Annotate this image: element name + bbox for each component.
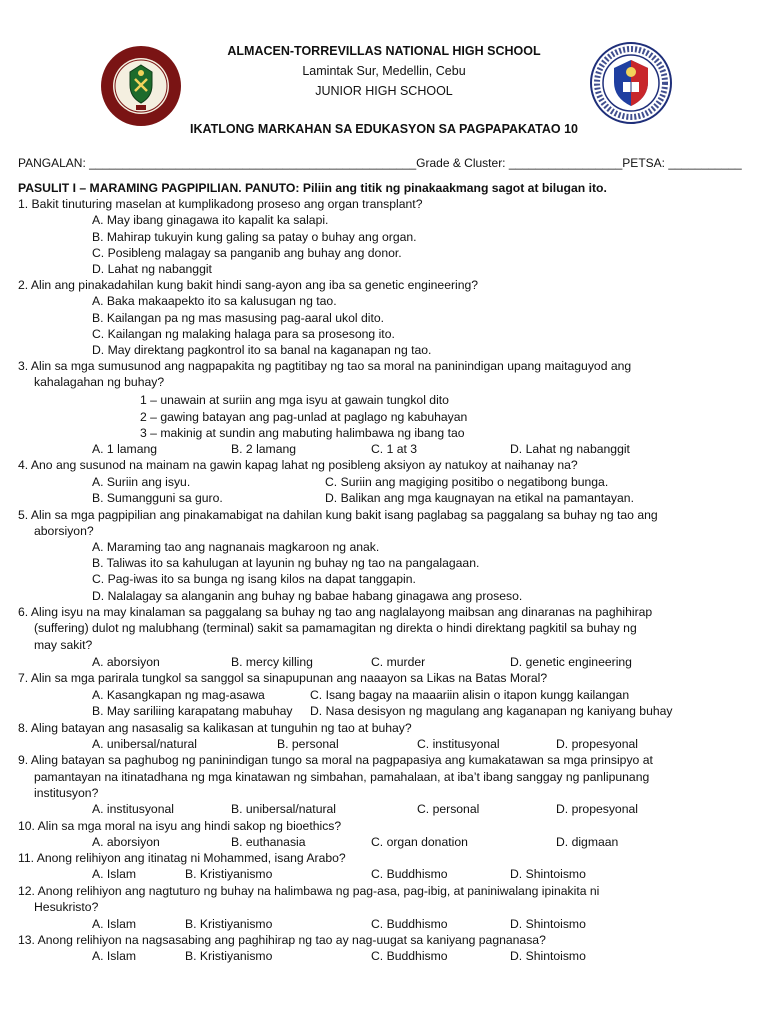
question-7: 7. Alin sa mga parirala tungkol sa sanggol sa sinapupunan ang naaayon sa Likas na Batas Moral?: [18, 671, 548, 685]
q7-option-c: C. Isang bagay na maaariin alisin o itapon kungg kailangan: [310, 688, 630, 702]
question-9-cont-2: institusyon?: [34, 786, 99, 800]
q6-option-d: D. genetic engineering: [510, 655, 632, 669]
q8-option-d: D. propesyonal: [556, 737, 638, 751]
student-info-line: PANGALAN: _________________________________________________Grade & Cluster: _________________PETSA: ___________: [18, 156, 742, 170]
q2-option-a: A. Baka makaapekto ito sa kalusugan ng tao.: [92, 294, 337, 308]
q11-option-b: B. Kristiyanismo: [185, 867, 273, 881]
q3-option-b: B. 2 lamang: [231, 442, 297, 456]
q13-option-a: A. Islam: [92, 949, 137, 963]
question-5-cont: aborsiyon?: [34, 524, 94, 538]
q11-option-d: D. Shintoismo: [510, 867, 586, 881]
q7-option-a: A. Kasangkapan ng mag-asawa: [92, 688, 265, 702]
q8-option-a: A. unibersal/natural: [92, 737, 198, 751]
school-address: Lamintak Sur, Medellin, Cebu: [302, 64, 466, 78]
q13-option-c: C. Buddhismo: [371, 949, 448, 963]
q8-option-b: B. personal: [277, 737, 339, 751]
q6-option-c: C. murder: [371, 655, 426, 669]
q12-option-b: B. Kristiyanismo: [185, 917, 273, 931]
question-10: 10. Alin sa mga moral na isyu ang hindi sakop ng bioethics?: [18, 819, 342, 833]
q2-option-c: C. Kailangan ng malaking halaga para sa prosesong ito.: [92, 327, 395, 341]
question-6-cont-1: (suffering) dulot ng malubhang (terminal) sakit sa pamamagitan ng direkta o hindi direktang pagkitil sa buhay ng: [34, 621, 637, 635]
q9-option-a: A. institusyonal: [92, 802, 174, 816]
q10-option-a: A. aborsiyon: [92, 835, 160, 849]
q4-option-b: B. Sumangguni sa guro.: [92, 491, 223, 505]
q4-option-d: D. Balikan ang mga kaugnayan na etikal na pamantayan.: [325, 491, 634, 505]
question-2: 2. Alin ang pinakadahilan kung bakit hindi sang-ayon ang iba sa genetic engineering?: [18, 278, 479, 292]
q2-option-d: D. May direktang pagkontrol ito sa banal na kaganapan ng tao.: [92, 343, 432, 357]
q6-option-b: B. mercy killing: [231, 655, 313, 669]
q5-option-a: A. Maraming tao ang nagnanais magkaroon ng anak.: [92, 540, 380, 554]
q12-option-d: D. Shintoismo: [510, 917, 586, 931]
question-1: 1. Bakit tinuturing maselan at kumplikadong proseso ang organ transplant?: [18, 197, 423, 211]
q13-option-b: B. Kristiyanismo: [185, 949, 273, 963]
q10-option-b: B. euthanasia: [231, 835, 306, 849]
q3-statement-1: 1 – unawain at suriin ang mga isyu at gawain tungkol dito: [140, 393, 449, 407]
question-9: 9. Aling batayan sa paghubog ng paninindigan tungo sa moral na pagpapasiya ang kumakatawan sa mga prinsipyo at: [18, 753, 653, 767]
q4-option-c: C. Suriin ang magiging positibo o negatibong bunga.: [325, 475, 609, 489]
q2-option-b: B. Kailangan pa ng mas masusing pag-aaral ukol dito.: [92, 311, 385, 325]
q4-option-a: A. Suriin ang isyu.: [92, 475, 191, 489]
question-11: 11. Anong relihiyon ang itinatag ni Mohammed, isang Arabo?: [18, 851, 346, 865]
q7-option-b: B. May sariliing karapatang mabuhay: [92, 704, 293, 718]
q6-option-a: A. aborsiyon: [92, 655, 160, 669]
question-12-cont: Hesukristo?: [34, 900, 99, 914]
school-name: ALMACEN-TORREVILLAS NATIONAL HIGH SCHOOL: [227, 44, 541, 58]
exam-title: IKATLONG MARKAHAN SA EDUKASYON SA PAGPAPAKATAO 10: [190, 122, 578, 136]
school-level: JUNIOR HIGH SCHOOL: [315, 84, 453, 98]
question-3-cont: kahalagahan ng buhay?: [34, 375, 165, 389]
question-6: 6. Aling isyu na may kinalaman sa paggalang sa buhay ng tao ang naglalayong maibsan ang dinaranas na paghihirap: [18, 605, 653, 619]
question-6-cont-2: may sakit?: [34, 638, 93, 652]
q5-option-d: D. Nalalagay sa alanganin ang buhay ng babae habang ginagawa ang proseso.: [92, 589, 523, 603]
q13-option-d: D. Shintoismo: [510, 949, 586, 963]
q1-option-a: A. May ibang ginagawa ito kapalit ka salapi.: [92, 213, 329, 227]
q9-option-c: C. personal: [417, 802, 480, 816]
q12-option-c: C. Buddhismo: [371, 917, 448, 931]
q3-statement-3: 3 – makinig at sundin ang mabuting halimbawa ng ibang tao: [140, 426, 465, 440]
q7-option-d: D. Nasa desisyon ng magulang ang kaganapan ng kaniyang buhay: [310, 704, 673, 718]
q5-option-b: B. Taliwas ito sa kahulugan at layunin ng buhay ng tao na pangalagaan.: [92, 556, 480, 570]
question-13: 13. Anong relihiyon na nagsasabing ang paghihirap ng tao ay nag-uugat sa kaniyang pagnanasa?: [18, 933, 546, 947]
question-3: 3. Alin sa mga sumusunod ang nagpapakita ng pagtitibay ng tao sa moral na paninindigan upang maitaguyod ang: [18, 359, 632, 373]
question-12: 12. Anong relihiyon ang nagtuturo ng buhay na halimbawa ng pag-asa, pag-ibig, at paniniwalang ipinakita ni: [18, 884, 600, 898]
q3-statement-2: 2 – gawing batayan ang pag-unlad at paglago ng kabuhayan: [140, 410, 468, 424]
q11-option-a: A. Islam: [92, 867, 137, 881]
q1-option-b: B. Mahirap tukuyin kung galing sa patay o buhay ang organ.: [92, 230, 417, 244]
q3-option-c: C. 1 at 3: [371, 442, 418, 456]
q11-option-c: C. Buddhismo: [371, 867, 448, 881]
q10-option-d: D. digmaan: [556, 835, 619, 849]
q9-option-b: B. unibersal/natural: [231, 802, 337, 816]
q3-option-a: A. 1 lamang: [92, 442, 158, 456]
question-5: 5. Alin sa mga pagpipilian ang pinakamabigat na dahilan kung bakit isang paglabag sa paggalang sa buhay ng tao ang: [18, 508, 658, 522]
question-8: 8. Aling batayan ang nasasalig sa kalikasan at tunguhin ng tao at buhay?: [18, 721, 412, 735]
q3-option-d: D. Lahat ng nabanggit: [510, 442, 630, 456]
q12-option-a: A. Islam: [92, 917, 137, 931]
section-title: PASULIT I – MARAMING PAGPIPILIAN. PANUTO: Piliin ang titik ng pinakaakmang sagot at bilugan ito.: [18, 181, 607, 195]
q8-option-c: C. institusyonal: [417, 737, 500, 751]
q1-option-c: C. Posibleng malagay sa panganib ang buhay ang donor.: [92, 246, 402, 260]
question-4: 4. Ano ang susunod na mainam na gawin kapag lahat ng posibleng aksiyon ay natukoy at naihanay na?: [18, 458, 578, 472]
question-9-cont-1: pamantayan na itinatadhana ng mga kinatawan ng simbahan, pamahalaan, at iba’t ibang sanggay ng panlipunang: [34, 770, 650, 784]
q1-option-d: D. Lahat ng nabanggit: [92, 262, 212, 276]
q10-option-c: C. organ donation: [371, 835, 468, 849]
q9-option-d: D. propesyonal: [556, 802, 638, 816]
q5-option-c: C. Pag-iwas ito sa bunga ng isang kilos na dapat tanggapin.: [92, 572, 416, 586]
